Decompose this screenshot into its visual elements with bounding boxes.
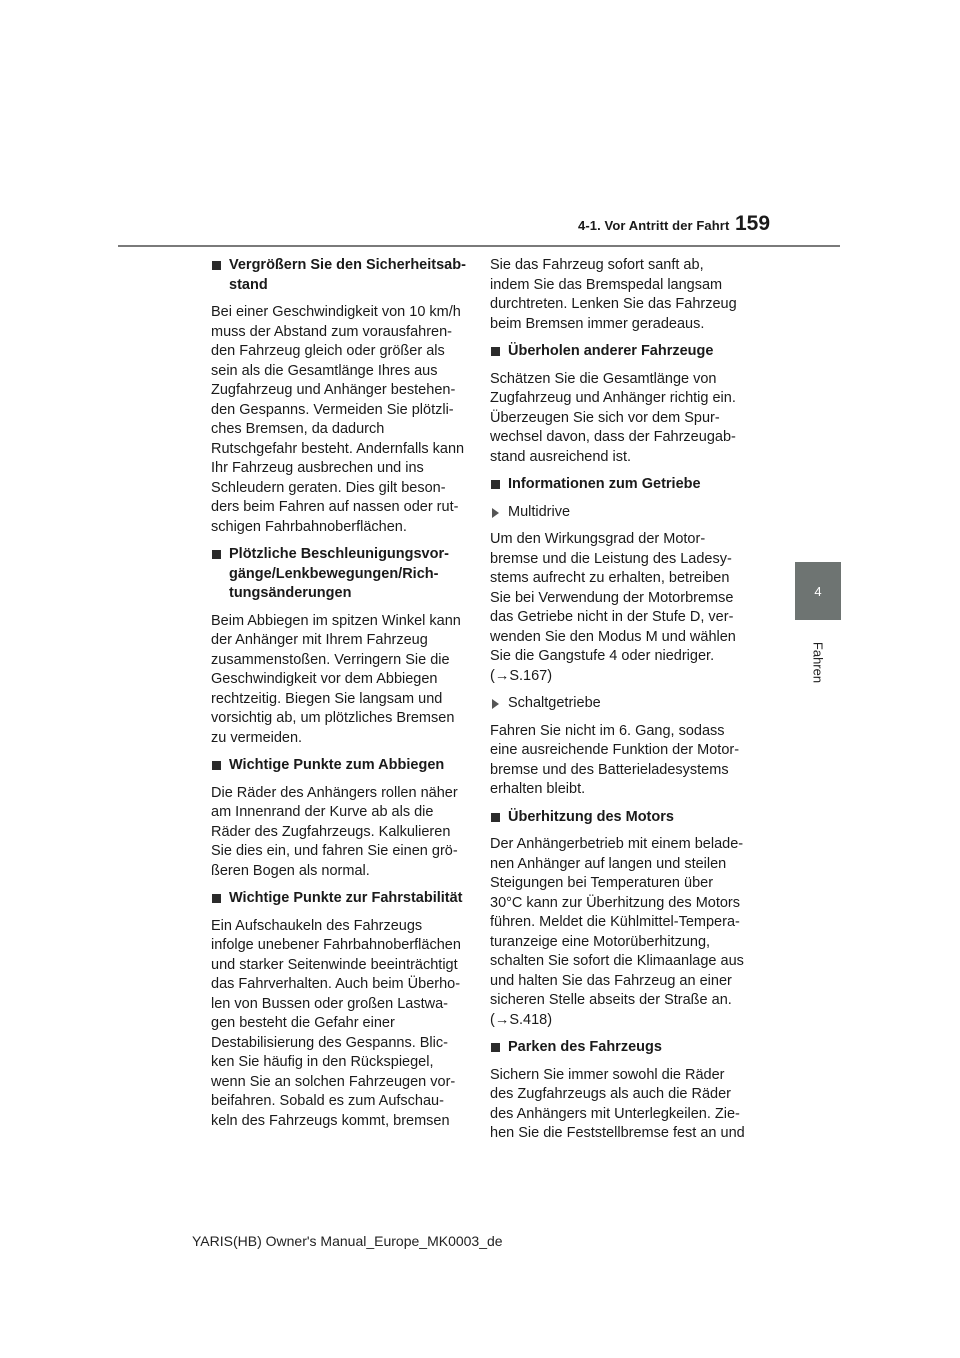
paragraph: Beim Abbiegen im spitzen Winkel kann der Anhänger mit Ihrem Fahrzeug zusammenstoßen. Verringern Sie die Geschwindigkeit vor dem Abbiegen rechtzeitig. Biegen Sie langsam und vorsichtig ab, um plötzliches Bremsen zu vermeiden. [211,612,461,746]
page-number: 159 [735,212,771,235]
heading-sudden-maneuvers [211,545,471,604]
paragraph: Ein Aufschaukeln des Fahrzeugs infolge unebener Fahrbahnoberflächen und starker Seitenwinde beeinträchtigt das Fahrverhalten. Auch beim Überho- len von Bussen oder großen Lastwa- gen besteht die Gefahr einer Destabilisierung des Gespanns. Blic- ken Sie häufig in den Rückspiegel, wenn Sie an solchen Fahrzeugen vor- beifahren. Sobald es zum Aufschau- keln des Fahrzeugs kommt, bremsen [211,917,461,1129]
chapter-label: Fahren [810,641,826,684]
heading-overheating [490,808,750,828]
heading-text: Überholen anderer Fahrzeuge [508,343,714,359]
paragraph: Sie das Fahrzeug sofort sanft ab, indem Sie das Bremspedal langsam durchtreten. Lenken Sie das Fahrzeug beim Bremsen immer geradeaus. [490,257,737,332]
bullet-text: Schaltgetriebe [508,695,601,711]
chapter-tab: 4 [795,562,841,620]
paragraph: Um den Wirkungsgrad der Motor- bremse und die Leistung des Ladesy- stems aufrecht zu erhalten, betreiben Sie bei Verwendung der Motorbremse das Getriebe nicht in der Stufe D, ver- wenden Sie den Modus M und wählen Sie die Gangstufe 4 oder niedriger. (→S.167) [490,531,736,684]
heading-overtaking [490,342,750,362]
heading-stability [211,889,471,909]
paragraph: Die Räder des Anhängers rollen näher am Innenrand der Kurve ab als die Räder des Zugfahrzeugs. Kalkulieren Sie dies ein, und fahren Sie einen grö- ßeren Bogen als normal. [211,784,458,879]
heading-text: Überhitzung des Motors [508,808,674,825]
heading-text: Informationen zum Getriebe [508,476,701,492]
heading-text: Plötzliche Beschleunigungsvor- gänge/Lenkbewegungen/Rich- tungsänderungen [229,546,449,601]
heading-text: Wichtige Punkte zum Abbiegen [229,757,445,773]
paragraph: Der Anhängerbetrieb mit einem belade- nen Anhänger auf langen und steilen Steigungen bei Temperaturen über 30°C kann zur Überhitzung des Motors führen. Meldet die Kühlmittel-Tempera- turanzeige eine Motorüberhitzung, schalten Sie sofort die Klimaanlage aus und halten Sie das Fahrzeug an einer sicheren Stelle abseits der Straße an. (→S.418) [490,836,744,1028]
right-column [490,256,750,1152]
paragraph: Fahren Sie nicht im 6. Gang, sodass eine ausreichende Funktion der Motor- bremse und des Batterieladesystems erhalten bleibt. [490,722,740,797]
bullet-multidrive [490,503,750,523]
section-title: 4-1. Vor Antritt der Fahrt [578,218,730,233]
paragraph: Sichern Sie immer sowohl die Räder des Zugfahrzeugs als auch die Räder des Anhängers mit Unterlegkeilen. Zie- hen Sie die Feststellbremse fest an und [490,1066,745,1141]
header-divider [118,245,840,247]
bullet-text: Multidrive [508,503,571,520]
heading-text: Parken des Fahrzeugs [508,1039,662,1055]
heading-safety-distance [211,256,471,295]
heading-turning [211,756,471,776]
heading-transmission [490,475,750,495]
heading-text: Vergrößern Sie den Sicherheitsab- stand [229,257,466,293]
paragraph: Schätzen Sie die Gesamtlänge von Zugfahrzeug und Anhänger richtig ein. Überzeugen Sie sich vor dem Spur- wechsel davon, dass der Fahrzeugab- stand ausreichend ist. [490,370,736,465]
left-column [211,256,471,1139]
footer-text: YARIS(HB) Owner's Manual_Europe_MK0003_de [192,1233,503,1249]
paragraph: Bei einer Geschwindigkeit von 10 km/h muss der Abstand zum vorausfahren- den Fahrzeug gleich oder größer als sein als die Gesamtlänge Ihres aus Zugfahrzeug und Anhänger bestehen- den Gespanns. Vermeiden Sie plötzli- ches Bremsen, da dadurch Rutschgefahr besteht. Andernfalls kann Ihr Fahrzeug ausbrechen und ins Schleudern geraten. Dies gilt beson- ders beim Fahren auf nassen oder rut- schigen Fahrbahnoberflächen. [211,304,465,535]
heading-text: Wichtige Punkte zur Fahrstabilität [229,890,463,906]
bullet-manual-transmission [490,694,750,714]
heading-parking [490,1038,750,1058]
